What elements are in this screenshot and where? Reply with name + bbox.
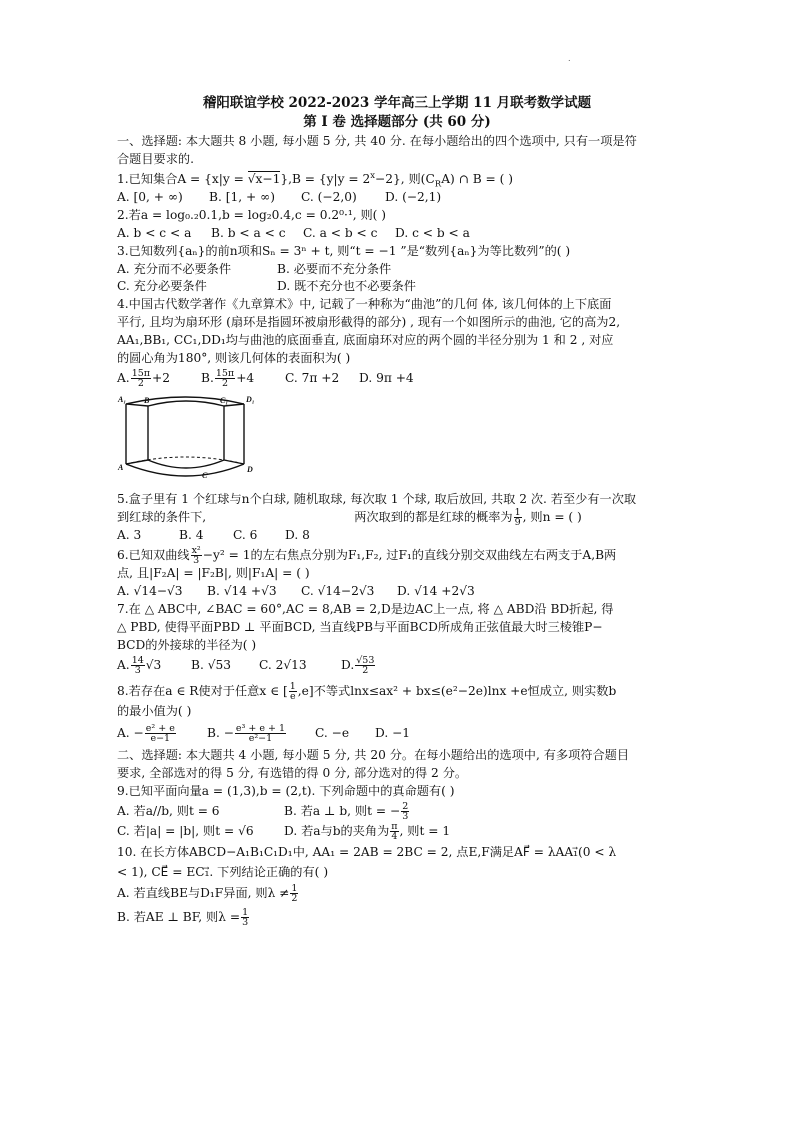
q4-stem-line3: AA₁,BB₁, CC₁,DD₁均与曲池的底面垂直, 底面扇环对应的两个圆的半径分别为 1 和 2 , 对应: [117, 333, 614, 347]
q5-option-b: B. 4: [179, 528, 204, 542]
q3-option-b: B. 必要而不充分条件: [277, 262, 392, 276]
q1-options: [117, 188, 677, 206]
section1-intro-line2: 合题目要求的.: [117, 152, 194, 166]
q8-stem-line2: 的最小值为( ): [117, 704, 192, 718]
q7-option-d: D. $\frac{√53}{2}$: [341, 655, 375, 676]
q1-option-c: C. (−2,0): [301, 190, 357, 204]
fig-label-d1: D₁: [246, 395, 255, 404]
section1-intro-line1: 一、选择题: 本大题共 8 小题, 每小题 5 分, 共 40 分. 在每小题给出的四个选项中, 只有一项是符: [117, 134, 637, 148]
q6-option-c: C. √14−2√3: [301, 584, 375, 598]
q4-option-d: D. 9π +4: [359, 371, 414, 385]
q2-option-d: D. c < b < a: [395, 226, 470, 240]
q9-option-a: A. 若a//b, 则t = 6: [117, 804, 220, 818]
q2-option-a: A. b < c < a: [117, 226, 192, 240]
q10-option-b: B. 若AE ⊥ BF, 则λ = $\frac{1}{3}$: [117, 907, 249, 928]
q3-stem: 3.已知数列{aₙ}的前n项和Sₙ = 3ⁿ + t, 则“t = −1 ”是“数列{aₙ}为等比数列”的( ): [117, 244, 571, 258]
q8-option-c: C. −e: [315, 726, 350, 740]
q9-option-c: C. 若|a| = |b|, 则t = √6: [117, 824, 254, 838]
q4-option-a: A. $\frac{15\pi}{2}$ +2: [117, 368, 170, 389]
fig-label-b: B: [144, 396, 150, 405]
q5-stem-line1: 5.盒子里有 1 个红球与n个白球, 随机取球, 每次取 1 个球, 取后放回, 共取 2 次. 若至少有一次取: [117, 492, 637, 506]
q8-option-a: A. − $\frac{\text{e² + e}}{e-1}$: [117, 723, 175, 744]
q1-stem: 1.已知集合$A = \{x|y = √x-1\},B = \{y|y = 2^x-2\}$, 则$(C_RA)$ ∩ B = ( ): [117, 170, 514, 190]
fig-label-a1: A₁: [118, 395, 127, 404]
q6-stem-line2: 点, 且|F₂A| = |F₂B|, 则|F₁A| = ( ): [117, 566, 310, 580]
q9-option-b: B. 若a ⊥ b, 则t = − $\frac{2}{3}$: [284, 801, 409, 822]
q6-options: [117, 582, 677, 600]
q8-option-d: D. −1: [375, 726, 411, 740]
q5-stem-line2: 到红球的条件下, 两次取到的都是红球的概率为 $\frac{1}{9}$ , 则n = ( ): [117, 507, 582, 528]
q9-options-row1: [117, 802, 677, 821]
q5-options: [117, 526, 677, 544]
q2-option-b: B. b < a < c: [211, 226, 286, 240]
q10-stem-line2: < 1), CE⃗ = EC₁⃗. 下列结论正确的有( ): [117, 865, 329, 879]
exam-title: 稽阳联谊学校 2022-2023 学年高三上学期 11 月联考数学试题: [202, 95, 592, 111]
q9-stem: 9.已知平面向量a = (1,3),b = (2,t). 下列命题中的真命题有( ): [117, 784, 455, 798]
q7-option-a: A. $\frac{14}{3}$ √3: [117, 655, 162, 676]
q3-options-row1: [117, 260, 677, 278]
q7-stem-line3: BCD的外接球的半径为( ): [117, 638, 257, 652]
q8-stem-line1: 8.若存在a ∈ R使对于任意x ∈ [ $\frac{1}{e}$ ,e]不等式lnx≤ax² + bx≤(e²−2e)lnx +e恒成立, 则实数b: [117, 681, 617, 702]
q3-option-a: A. 充分而不必要条件: [117, 262, 232, 276]
q6-option-a: A. √14−√3: [117, 584, 183, 598]
q6-option-b: B. √14 +√3: [207, 584, 277, 598]
q1-option-b: B. [1, + ∞): [209, 190, 275, 204]
q4-option-b: B. $\frac{15\pi}{2}$ +4: [201, 368, 255, 389]
corner-mark: .: [568, 54, 571, 63]
q2-option-c: C. a < b < c: [303, 226, 378, 240]
q2-stem: 2.若a = log₀.₂0.1,b = log₂0.4,c = 0.2⁰·¹, 则( ): [117, 208, 387, 222]
fig-label-c1: C₁: [220, 396, 229, 405]
q3-options-row2: [117, 277, 677, 295]
q4-stem-line4: 的圆心角为180°, 则该几何体的表面积为( ): [117, 351, 351, 365]
q7-options: [117, 656, 677, 675]
q5-option-c: C. 6: [233, 528, 258, 542]
fig-label-a: A: [118, 463, 124, 472]
q1-option-a: A. [0, + ∞): [117, 190, 183, 204]
q3-option-c: C. 充分必要条件: [117, 279, 207, 293]
q9-options-row2: [117, 822, 677, 841]
q8-option-b: B. − $\frac{\text{e³ + e + 1}}{\text{e²−1}}$: [207, 723, 286, 744]
section2-intro-line2: 要求, 全部选对的得 5 分, 有选错的得 0 分, 部分选对的得 2 分。: [117, 766, 468, 780]
q5-option-d: D. 8: [285, 528, 310, 542]
q1-option-d: D. (−2,1): [385, 190, 442, 204]
q7-option-b: B. √53: [191, 658, 231, 672]
q4-stem-line1: 4.中国古代数学著作《九章算术》中, 记载了一种称为“曲池”的几何 体, 该几何体的上下底面: [117, 297, 612, 311]
q4-option-c: C. 7π +2: [285, 371, 340, 385]
fig-label-d: D: [247, 465, 253, 474]
q2-options: [117, 224, 677, 242]
q7-stem-line1: 7.在 △ ABC中, ∠BAC = 60°,AC = 8,AB = 2,D是边AC上一点, 将 △ ABD沿 BD折起, 得: [117, 602, 614, 616]
q7-option-c: C. 2√13: [259, 658, 307, 672]
q3-option-d: D. 既不充分也不必要条件: [277, 279, 416, 293]
curved-pool-figure: [116, 392, 256, 478]
q4-stem-line2: 平行, 且均为扇环形 (扇环是指圆环被扇形截得的部分) , 现有一个如图所示的曲池, 它的高为2,: [117, 315, 621, 329]
q6-option-d: D. √14 +2√3: [397, 584, 475, 598]
q6-stem-line1: 6.已知双曲线 $\frac{\text{x²}}{3}$ −y² = 1的左右焦点分别为F₁,F₂, 过F₁的直线分别交双曲线左右两支于A,B两: [117, 545, 617, 566]
q9-option-d: D. 若a与b的夹角为 $\frac{\pi}{4}$ , 则t = 1: [284, 821, 451, 842]
q10-option-a: A. 若直线BE与D₁F异面, 则λ ≠ $\frac{1}{2}$: [117, 883, 298, 904]
q10-stem-line1: 10. 在长方体ABCD−A₁B₁C₁D₁中, AA₁ = 2AB = 2BC = 2, 点E,F满足AF⃗ = λAA₁⃗(0 < λ: [117, 845, 617, 859]
section2-intro-line1: 二、选择题: 本大题共 4 小题, 每小题 5 分, 共 20 分。在每小题给出的选项中, 有多项符合题目: [117, 748, 630, 762]
exam-subtitle: 第 I 卷 选择题部分 (共 60 分): [303, 114, 491, 130]
q4-options: [117, 369, 677, 388]
q8-options: [117, 724, 677, 743]
fig-label-c: C: [202, 471, 208, 478]
q5-option-a: A. 3: [117, 528, 142, 542]
q7-stem-line2: △ PBD, 使得平面PBD ⊥ 平面BCD, 当直线PB与平面BCD所成角正弦值最大时三棱锥P−: [117, 620, 603, 634]
